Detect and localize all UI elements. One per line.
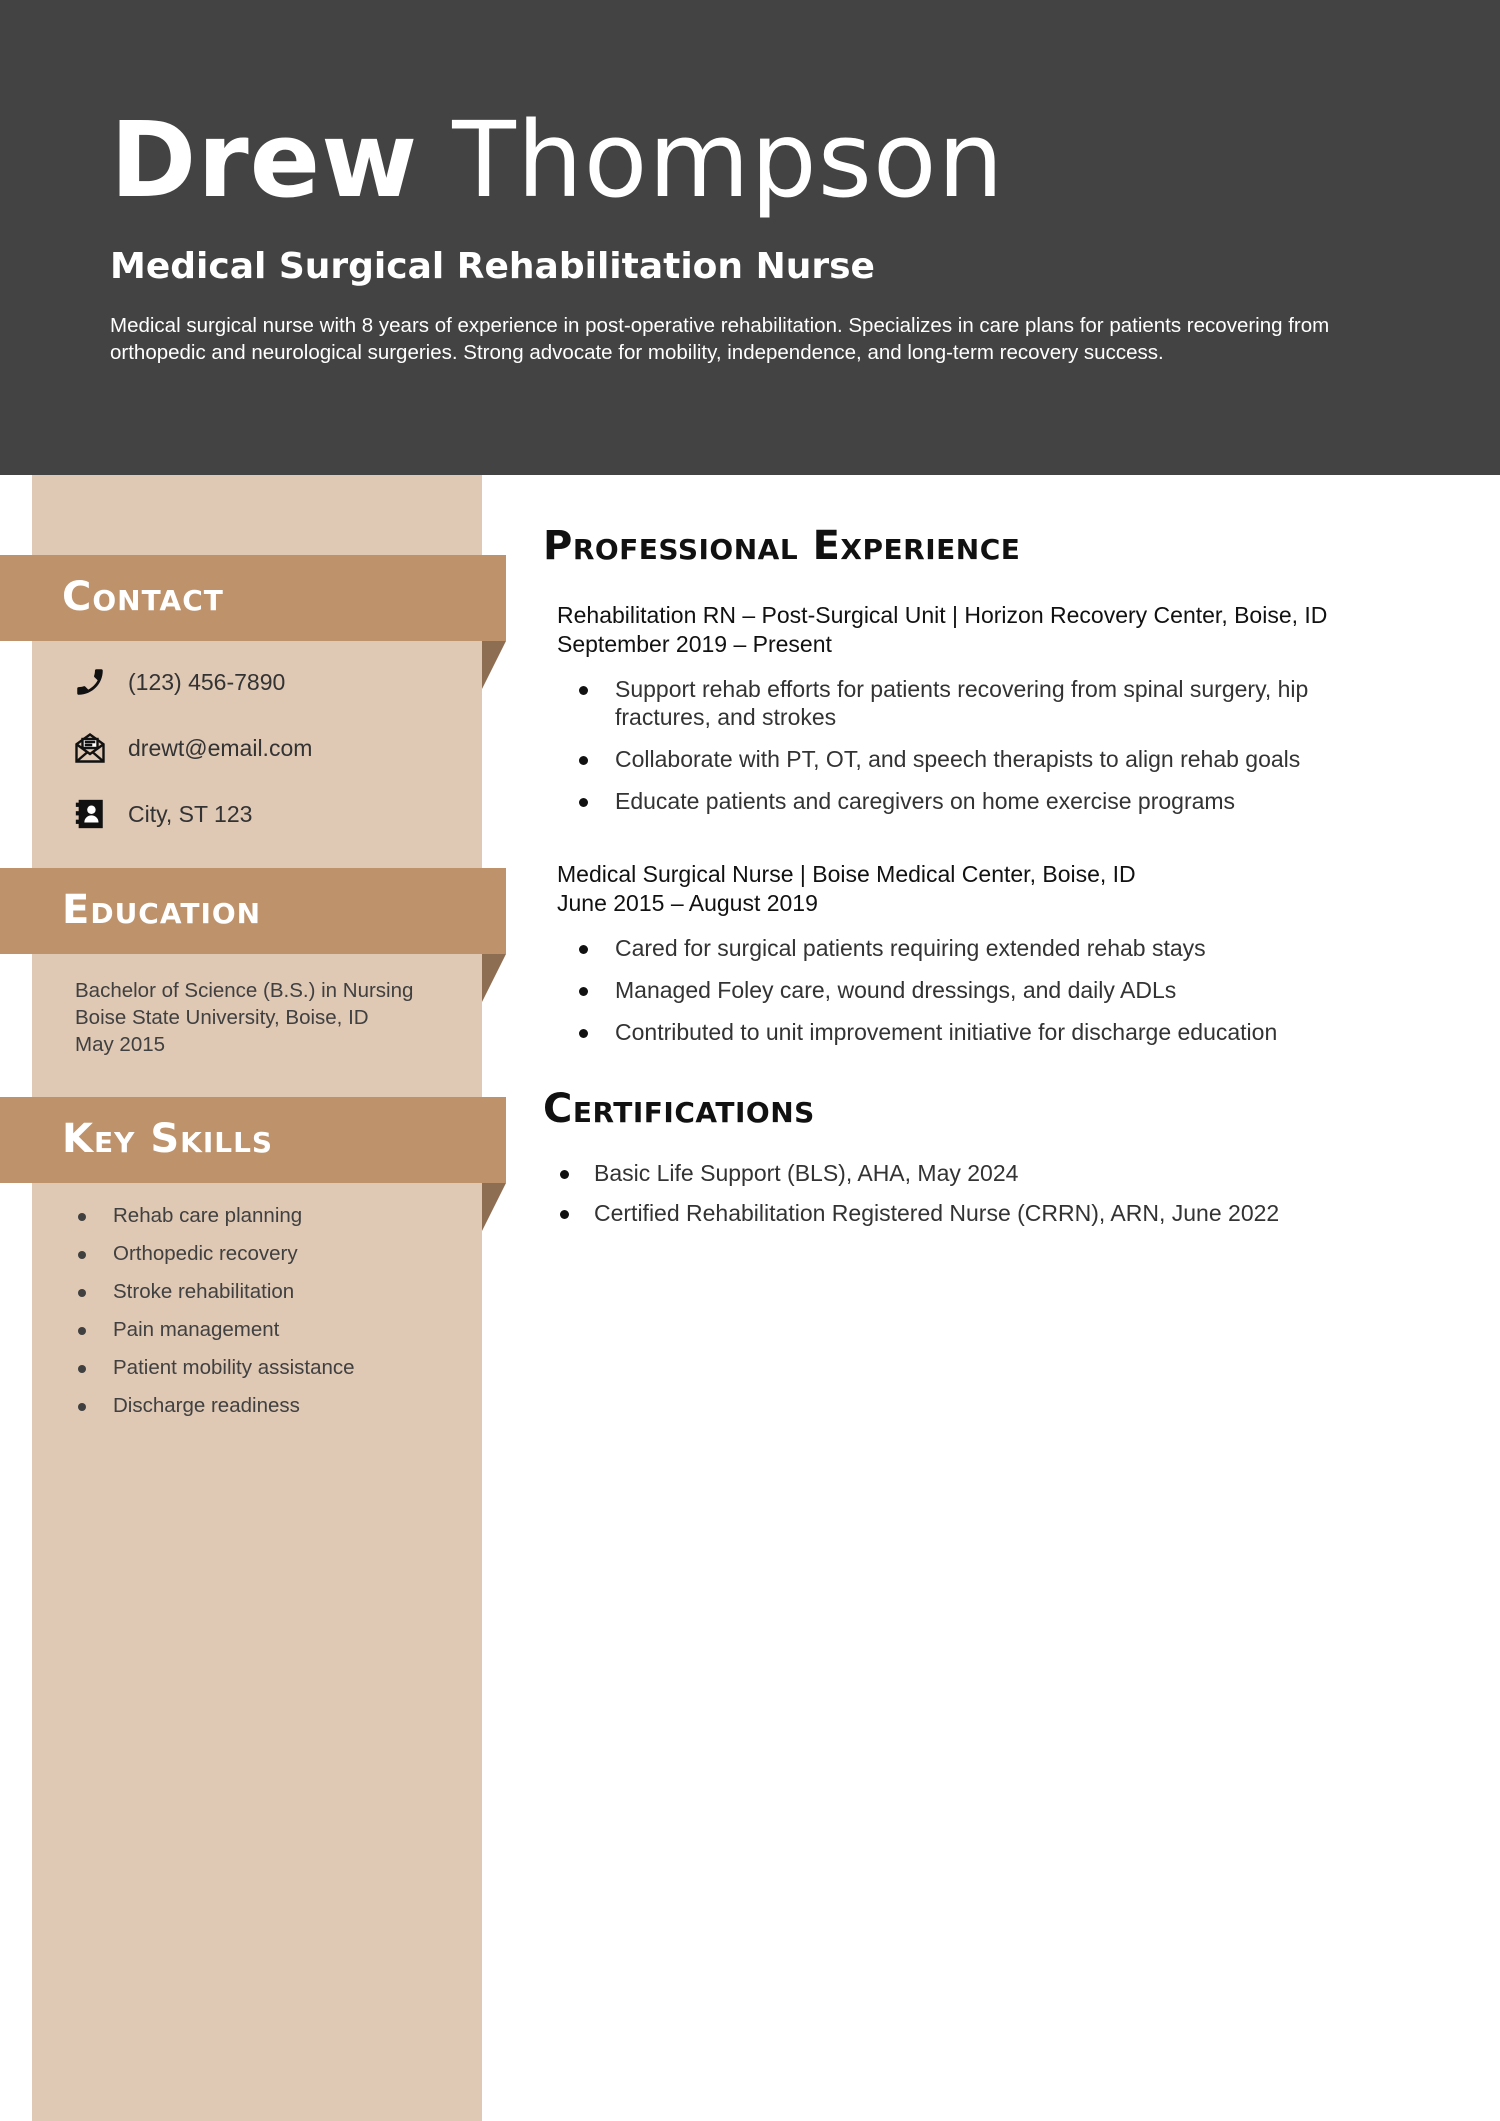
skills-heading: Key Skills [62,1116,274,1162]
address-card-icon [72,796,108,832]
contact-phone-row [72,662,285,702]
job-1-dates: September 2019 – Present [557,631,832,657]
contact-bar-fold [482,641,506,689]
job-2-title: Medical Surgical Nurse | Boise Medical Center, Boise, ID [557,861,1136,887]
job-bullet: Support rehab efforts for patients recovering from spinal surgery, hip fractures, and strokes [557,675,1377,731]
education-date: May 2015 [75,1033,166,1056]
contact-section-bar [0,555,506,641]
certification-item: Certified Rehabilitation Registered Nurse (CRRN), ARN, June 2022 [557,1199,1407,1227]
skills-list [75,1203,355,1431]
skill-item: Orthopedic recovery [75,1241,355,1279]
job-bullet: Managed Foley care, wound dressings, and daily ADLs [557,976,1377,1004]
job-2-dates: June 2015 – August 2019 [557,890,818,916]
resume-header [0,0,1500,475]
contact-heading: Contact [62,574,224,620]
education-entry [75,977,413,1058]
contact-email-row [72,728,312,768]
job-bullet: Educate patients and caregivers on home exercise programs [557,787,1377,815]
job-bullet: Contributed to unit improvement initiative for discharge education [557,1018,1377,1046]
job-bullet: Cared for surgical patients requiring extended rehab stays [557,934,1377,962]
skills-bar-fold [482,1183,506,1231]
skill-item: Pain management [75,1317,355,1355]
skills-section-bar [0,1097,506,1183]
contact-email[interactable]: drewt@email.com [128,734,313,761]
education-school: Boise State University, Boise, ID [75,1006,369,1029]
certifications-list [557,1159,1407,1239]
skill-item: Patient mobility assistance [75,1355,355,1393]
certifications-heading: Certifications [543,1086,815,1132]
contact-location: City, ST 123 [128,800,253,827]
envelope-icon [72,730,108,766]
education-bar-fold [482,954,506,1002]
experience-heading: Professional Experience [543,523,1021,569]
contact-location-row [72,794,252,834]
job-bullet: Collaborate with PT, OT, and speech therapists to align rehab goals [557,745,1377,773]
education-section-bar [0,868,506,954]
job-title: Medical Surgical Rehabilitation Nurse [110,246,875,287]
last-name: Thompson [452,99,1005,221]
skill-item: Stroke rehabilitation [75,1279,355,1317]
professional-summary: Medical surgical nurse with 8 years of experience in post-operative rehabilitation. Specializes in care plans for patients recovering from orthopedic and neurological surgeries. Strong advocate for mobility, independence, and long-term recovery success. [110,314,1330,364]
certification-item: Basic Life Support (BLS), AHA, May 2024 [557,1159,1407,1187]
contact-phone[interactable]: (123) 456-7890 [128,668,286,695]
first-name: Drew [110,99,419,221]
job-2-bullets [557,934,1377,1060]
candidate-name [110,99,1005,221]
education-heading: Education [62,887,262,933]
skill-item: Rehab care planning [75,1203,355,1241]
job-1-title: Rehabilitation RN – Post-Surgical Unit | Horizon Recovery Center, Boise, ID [557,602,1328,628]
education-degree: Bachelor of Science (B.S.) in Nursing [75,979,414,1002]
skill-item: Discharge readiness [75,1393,355,1431]
phone-icon [72,664,108,700]
job-1-bullets [557,675,1377,829]
